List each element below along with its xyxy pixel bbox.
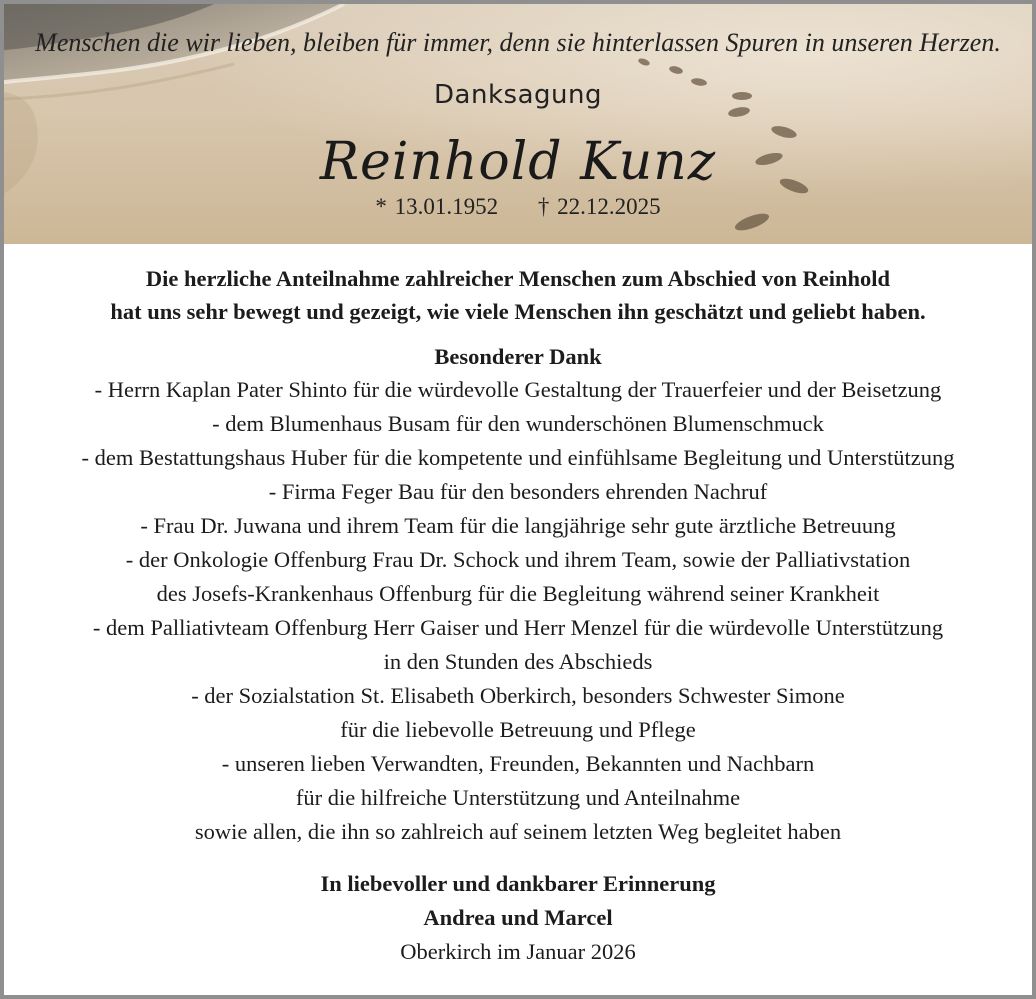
thanks-line: in den Stunden des Abschieds <box>383 649 653 674</box>
danksagung-label: Danksagung <box>434 80 602 110</box>
closing-signature <box>4 867 1032 969</box>
thanks-line: für die hilfreiche Unterstützung und Anteilnahme <box>295 785 741 810</box>
thanks-line: sowie allen, die ihn so zahlreich auf seinem letzten Weg begleitet haben <box>194 819 842 844</box>
thanks-line: - dem Blumenhaus Busam für den wunderschönen Blumenschmuck <box>212 411 824 436</box>
thanks-line: - dem Bestattungshaus Huber für die kompetente und einfühlsame Begleitung und Unterstützung <box>81 445 955 470</box>
main-text <box>4 262 1032 969</box>
intro-line: Die herzliche Anteilnahme zahlreicher Menschen zum Abschied von Reinhold <box>145 266 891 291</box>
thanks-line: - der Onkologie Offenburg Frau Dr. Schock und ihrem Team, sowie der Palliativstation <box>125 547 911 572</box>
intro-line: hat uns sehr bewegt und gezeigt, wie viele Menschen ihn geschätzt und geliebt haben. <box>110 299 926 324</box>
deceased-name: Reinhold Kunz <box>319 132 717 192</box>
signatories: Andrea und Marcel <box>423 905 613 930</box>
place-date: Oberkirch im Januar 2026 <box>400 939 636 964</box>
death-date: † 22.12.2025 <box>537 194 661 219</box>
motto-quote: Menschen die wir lieben, bleiben für immer, denn sie hinterlassen Spuren in unseren Herzen. <box>35 28 1001 57</box>
thanks-line: - unseren lieben Verwandten, Freunden, Bekannten und Nachbarn <box>221 751 815 776</box>
thanks-line: - der Sozialstation St. Elisabeth Oberkirch, besonders Schwester Simone <box>191 683 845 708</box>
intro-paragraph <box>4 262 1032 328</box>
closing-remembrance: In liebevoller und dankbarer Erinnerung <box>320 871 716 896</box>
life-dates <box>4 194 1032 220</box>
thanks-line: - dem Palliativteam Offenburg Herr Gaiser und Herr Menzel für die würdevolle Unterstützung <box>92 615 944 640</box>
thanks-line: - Frau Dr. Juwana und ihrem Team für die langjährige sehr gute ärztliche Betreuung <box>140 513 896 538</box>
thanks-list <box>4 373 1032 849</box>
birth-date: * 13.01.1952 <box>375 194 499 219</box>
beach-header <box>4 4 1032 244</box>
thanks-line: - Herrn Kaplan Pater Shinto für die würdevolle Gestaltung der Trauerfeier und der Beisetzung <box>94 377 942 402</box>
thanks-title: Besonderer Dank <box>434 344 602 369</box>
thanks-line: des Josefs-Krankenhaus Offenburg für die Begleitung während seiner Krankheit <box>156 581 880 606</box>
thanks-line: - Firma Feger Bau für den besonders ehrenden Nachruf <box>268 479 768 504</box>
thanks-line: für die liebevolle Betreuung und Pflege <box>340 717 696 742</box>
